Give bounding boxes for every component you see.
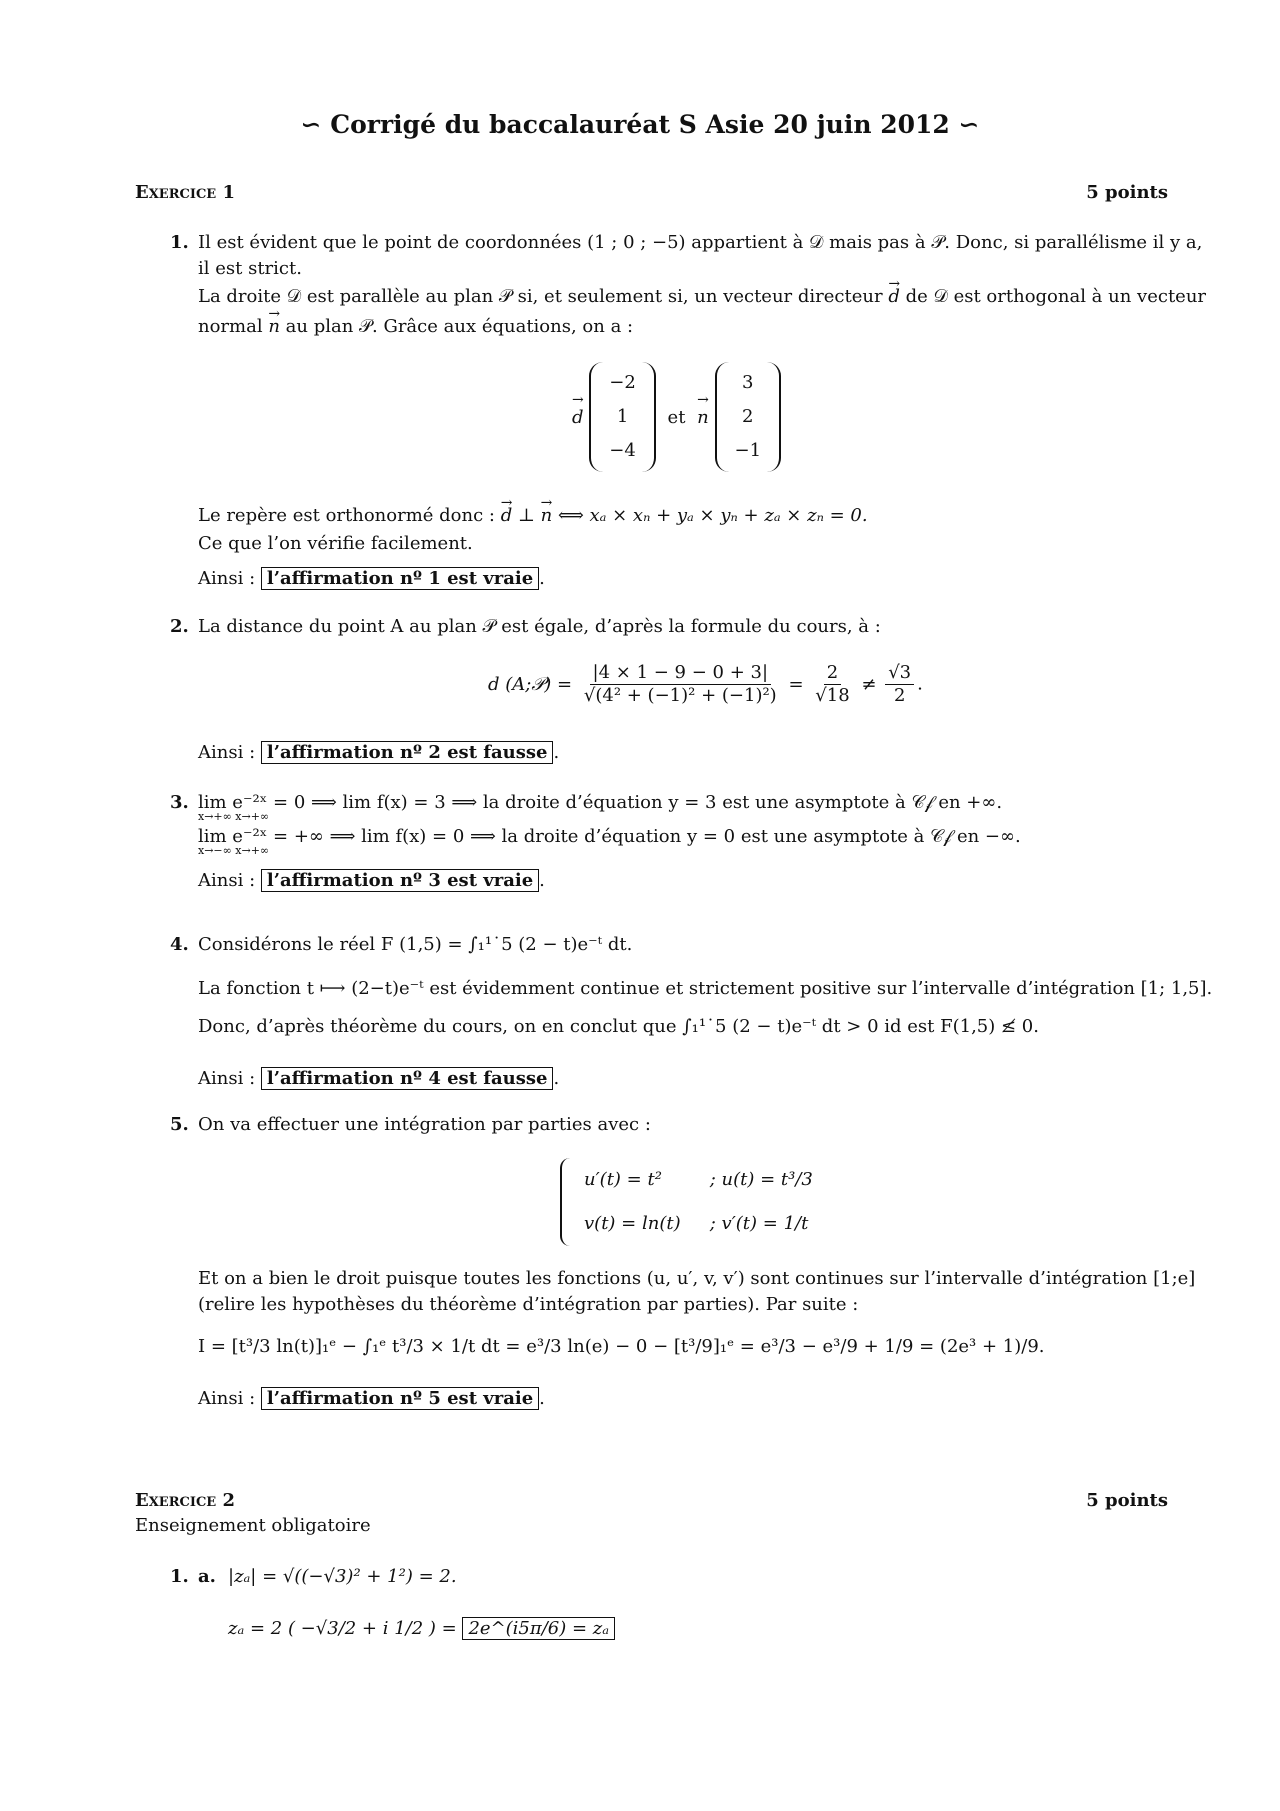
q5-system-row1 — [584, 1158, 813, 1202]
q1-line5: Le repère est orthonormé donc : → d ⊥ → n ⟺ xₐ × xₙ + yₐ × yₙ + zₐ × zₙ = 0. — [198, 503, 868, 529]
q3-line1: lim e⁻²ˣ = 0 ⟹ lim f(x) = 3 ⟹ la droite d’équation y = 3 est une asymptote à 𝒞𝒻 en +∞. — [198, 792, 1003, 813]
n-y: 2 — [742, 406, 754, 427]
q1-line2: il est strict. — [198, 258, 302, 279]
ex2-q1-number: 1. — [170, 1566, 189, 1587]
q1-line3-a: La droite 𝒟 est parallèle au plan 𝒫 si, et seulement si, un vecteur directeur — [198, 286, 883, 307]
q3-number: 3. — [170, 792, 189, 813]
q1-line6: Ce que l’on vérifie facilement. — [198, 533, 473, 554]
q2-equals: = — [788, 674, 804, 695]
exercise-1-points: 5 points — [1086, 182, 1168, 203]
q2-fraction-1 — [581, 662, 780, 707]
q2-f3-num: √3 — [885, 662, 914, 685]
q3-result-box: l’affirmation nº 3 est vraie — [261, 869, 539, 892]
vector-d-label: → d — [572, 407, 584, 428]
q5-number: 5. — [170, 1114, 189, 1135]
vector-d-matrix — [589, 362, 656, 472]
q2-formula: d (A;𝒫) = $\frac{|4 \times 1 - 9 - 0 + 3|}{\text{√(4² + (−1)² + (−1)²)}}$ = $\frac{2}{√18}$ ≠ $\frac{√3}{2}$ . — [488, 662, 923, 706]
n-x: 3 — [742, 372, 754, 393]
q5-line1: On va effectuer une intégration par parties avec : — [198, 1114, 651, 1135]
q1-line4-b: au plan 𝒫. Grâce aux équations, on a : — [285, 316, 634, 337]
q4-ainsi: Ainsi : — [198, 1068, 256, 1089]
q4-number: 4. — [170, 934, 189, 955]
vector-n: → n — [268, 316, 280, 337]
q3-line2-sub: x→−∞ x→+∞ — [198, 844, 270, 857]
q5-line4: I = [t³/3 ln(t)]₁ᵉ − ∫₁ᵉ t³/3 × 1/t dt = e³/3 ln(e) − 0 − [t³/9]₁ᵉ = e³/3 − e³/9 + 1/9 = (2e³ + 1)/9. — [198, 1336, 1045, 1357]
q3-ainsi: Ainsi : — [198, 870, 256, 891]
q4-line1: Considérons le réel F (1,5) = ∫₁¹˙5 (2 − t)e⁻ᵗ dt. — [198, 934, 633, 955]
q1-number: 1. — [170, 232, 189, 253]
q2-f2-den: √18 — [815, 685, 850, 706]
q1-line3-b: de 𝒟 est orthogonal à un vecteur — [905, 286, 1207, 307]
q1-line4 — [198, 314, 633, 340]
q5-s1a: u′(t) = t² — [584, 1169, 662, 1190]
ex2-q1a-label: a. — [198, 1566, 216, 1587]
ex2-line2 — [228, 1616, 615, 1642]
q5-system-row2 — [584, 1202, 813, 1246]
q2-conclusion: Ainsi : l’affirmation nº 2 est fausse . — [198, 742, 560, 763]
vector-n-matrix — [715, 362, 782, 472]
ex2-result-box: 2e^(i5π/6) = zₐ — [462, 1617, 615, 1640]
vectors-display — [572, 362, 781, 472]
q3-conclusion: Ainsi : l’affirmation nº 3 est vraie . — [198, 870, 545, 891]
vector-n-ortho: → n — [541, 505, 553, 526]
q5-system — [560, 1158, 813, 1246]
q5-result-box: l’affirmation nº 5 est vraie — [261, 1387, 539, 1410]
exercise-1-heading: Exercice 1 — [135, 182, 235, 203]
q2-neq: ≠ — [861, 674, 877, 695]
q2-lhs: d (A;𝒫) = — [488, 674, 573, 695]
q2-number: 2. — [170, 616, 189, 637]
vector-d: → d — [888, 286, 900, 307]
exercise-2-subtitle: Enseignement obligatoire — [135, 1515, 371, 1536]
and-word: et — [667, 406, 686, 428]
q1-line5-equation: ⟺ xₐ × xₙ + yₐ × yₙ + zₐ × zₙ = 0. — [557, 505, 868, 526]
ex2-line2-text: zₐ = 2 ( −√3/2 + i 1/2 ) = — [228, 1618, 457, 1639]
q1-line5-text: Le repère est orthonormé donc : — [198, 505, 495, 526]
q5-s2a: v(t) = ln(t) — [584, 1213, 681, 1234]
q3-line1-sub: x→+∞ x→+∞ — [198, 810, 270, 823]
q5-s2b: ; v′(t) = 1/t — [709, 1213, 809, 1234]
q2-fraction-3 — [885, 662, 914, 707]
q4-conclusion: Ainsi : l’affirmation nº 4 est fausse . — [198, 1068, 560, 1089]
n-z: −1 — [734, 440, 762, 461]
exercise-2-points: 5 points — [1086, 1490, 1168, 1511]
page-title: ∽ Corrigé du baccalauréat S Asie 20 juin 2012 ∽ — [300, 110, 980, 139]
q2-result-box: l’affirmation nº 2 est fausse — [261, 741, 554, 764]
q4-line3: Donc, d’après théorème du cours, on en conclut que ∫₁¹˙5 (2 − t)e⁻ᵗ dt > 0 id est F(1,5) ≰ 0. — [198, 1016, 1039, 1037]
q5-s1b: ; u(t) = t³/3 — [709, 1169, 813, 1190]
exercise-2-heading: Exercice 2 — [135, 1490, 235, 1511]
q5-conclusion: Ainsi : l’affirmation nº 5 est vraie . — [198, 1388, 545, 1409]
q2-line1: La distance du point A au plan 𝒫 est égale, d’après la formule du cours, à : — [198, 616, 881, 637]
q1-result-box: l’affirmation nº 1 est vraie — [261, 567, 539, 590]
d-z: −4 — [609, 440, 636, 461]
q2-denominator: √(4² + (−1)² + (−1)²) — [583, 685, 777, 706]
q1-line3 — [198, 284, 1206, 310]
q5-line2: Et on a bien le droit puisque toutes les fonctions (u, u′, v, v′) sont continues sur l’intervalle d’intégration [1;e] — [198, 1268, 1196, 1289]
d-x: −2 — [609, 372, 636, 393]
q1-conclusion: Ainsi : l’affirmation nº 1 est vraie . — [198, 568, 545, 589]
q2-f2-num: 2 — [824, 662, 841, 685]
vector-n-label: → n — [697, 407, 709, 428]
q1-line1: Il est évident que le point de coordonnées (1 ; 0 ; −5) appartient à 𝒟 mais pas à 𝒫. Donc, si parallélisme il y a, — [198, 232, 1203, 253]
d-y: 1 — [616, 406, 629, 427]
q3-line2: lim e⁻²ˣ = +∞ ⟹ lim f(x) = 0 ⟹ la droite d’équation y = 0 est une asymptote à 𝒞𝒻 en −∞. — [198, 826, 1021, 847]
q2-numerator: |4 × 1 − 9 − 0 + 3| — [590, 662, 772, 685]
q1-ainsi: Ainsi : — [198, 568, 256, 589]
ex2-line1: |zₐ| = √((−√3)² + 1²) = 2. — [228, 1566, 457, 1587]
q5-ainsi: Ainsi : — [198, 1388, 256, 1409]
q4-line2: La fonction t ⟼ (2−t)e⁻ᵗ est évidemment continue et strictement positive sur l’intervalle d’intégration [1; 1,5]. — [198, 978, 1213, 999]
q4-result-box: l’affirmation nº 4 est fausse — [261, 1067, 554, 1090]
q2-f3-den: 2 — [893, 685, 906, 706]
q5-line3: (relire les hypothèses du théorème d’intégration par parties). Par suite : — [198, 1294, 859, 1315]
q2-fraction-2 — [812, 662, 852, 707]
q1-line4-a: normal — [198, 316, 263, 337]
q2-ainsi: Ainsi : — [198, 742, 256, 763]
vector-d-ortho: → d — [501, 505, 513, 526]
